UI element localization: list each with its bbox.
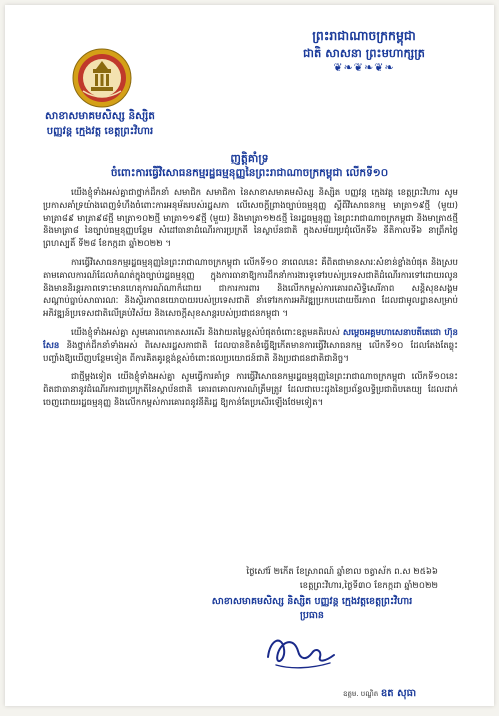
- solar-date: ខេត្តព្រះវិហារ,ថ្ងៃទី៣០ ខែកក្កដា ឆ្នាំ២០២២: [299, 581, 438, 591]
- signer-name: ឧត សុធា: [380, 688, 417, 699]
- handwritten-signature: [260, 627, 340, 673]
- paragraph-3: [43, 327, 458, 365]
- organization-branch: បញ្ញវន្ត ក្មេងវត្ត ខេត្តព្រះវិហារ: [46, 126, 154, 137]
- document-title: ចំពោះការធ្វើវិសោធនកម្មរដ្ឋធម្មនុញ្ញនៃព្រះរាជាណាចក្រកម្ពុជា លើកទី១០: [110, 167, 389, 179]
- signer-organization: សាខាសមាគមសិស្ស និស្សិត បញ្ញវន្ត ក្មេងវត្តខេត្តព្រះវិហារ: [211, 596, 413, 607]
- signer-prefix: ឧត្តម. បណ្ឌិត: [343, 690, 379, 698]
- kingdom-header: [274, 27, 454, 74]
- paragraph-2: ការធ្វើវិសោធនកម្មរដ្ឋធម្មនុញ្ញនៃព្រះរាជាណាចក្រកម្ពុជា លើកទី១០ នាពេលនេះ គឺពិតជាមានសារៈសំខាន់ខ្លាំងបំផុត និងស្របតាមគោលការណ៍ដែលកំណត់ក្នុងច្បាប់រដ្ឋធម្មនុញ្ញ ក្នុងការធានាឱ្យការដឹកនាំការងារទូទៅរបស់ប្រទេសជាតិដំណើរការទៅដោយរលូន និងមាននិរន្តរភាពទោះមានហេតុការណ៍ណាក៏ដោយ ជាការការពារ និងលើកកម្ពស់ការគោរពសិទ្ធិសេរីភាព សន្តិសុខសង្គម សណ្តាប់ធ្នាប់សាធារណៈ និងស្ថិរភាពនយោបាយរបស់ប្រទេសជាតិ នាំទៅរកការអភិវឌ្ឍប្រកបដោយចីរភាព ដែលជាមូលដ្ឋានសម្រាប់អភិវឌ្ឍន៍ប្រទេសជាតិលើគ្រប់វិស័យ និងសេចក្តីសុខសាន្តរបស់ប្រជាជនកម្ពុជា ។: [43, 257, 458, 320]
- signer-role: ប្រធាន: [300, 610, 324, 621]
- organization-header: [25, 109, 175, 139]
- document-page: [5, 5, 494, 706]
- document-type: ញត្តិគាំទ្រ: [230, 152, 269, 165]
- signer-name-row: [343, 688, 416, 700]
- header-ornament: ❦❧❦❧❦❧: [333, 61, 395, 74]
- document-title-block: [5, 151, 494, 181]
- paragraph-1: យើងខ្ញុំទាំងអស់គ្នាជាថ្នាក់ដឹកនាំ សមាជិក សមាជិកា នៃសាខាសមាគមសិស្ស និស្សិត បញ្ញវន្ត ក្មេងវត្ត ខេត្តព្រះវិហារ សូមប្រកាសគាំទ្រយ៉ាងពេញទំហឹងចំពោះការអនុម័តរបស់រដ្ឋសភា លើសេចក្តីព្រាងច្បាប់ធម្មនុញ្ញ ស្តីពីវិសោធនកម្ម មាត្រា១៩ថ្មី (មួយ) មាត្រា៨៩ មាត្រា៩៨ថ្មី មាត្រា១០២ថ្មី មាត្រា១១៩ថ្មី (មួយ) និងមាត្រា១២៥ថ្មី នៃរដ្ឋធម្មនុញ្ញ នៃព្រះរាជាណាចក្រកម្ពុជា និងមាត្រា៥ថ្មី និងមាត្រា៨ នៃច្បាប់ធម្មនុញ្ញបន្ថែម សំដៅធានាដំណើរការប្រក្រតី នៃស្ថាប័នជាតិ ក្នុងសម័យប្រជុំលើកទី៦ នីតិកាលទី៦ នាព្រឹកថ្ងៃព្រហស្បតិ៍ ទី២៨ ខែកក្កដា ឆ្នាំ២០២២ ។: [43, 188, 458, 250]
- date-block: [246, 565, 438, 593]
- association-seal-logo: [71, 47, 133, 109]
- document-body: [43, 187, 458, 416]
- paragraph-3-rest: និងថ្នាក់ដឹកនាំទាំងអស់ ពិសេសរដ្ឋសភាជាតិ ដែលបានខិតខំធ្វើឱ្យកើតមានការធ្វើវិសោធនកម្ម លើកទី១០ ដែលតែងតែឆ្លុះបញ្ចាំងឱ្យឃើញបន្ថែមទៀត ពីការគិតគូរខ្ពង់ខ្ពស់ចំពោះផលប្រយោជន៍ជាតិ និងប្រជាជនជាតិជានិច្ច។: [43, 340, 458, 364]
- national-motto: ជាតិ សាសនា ព្រះមហាក្សត្រ: [303, 46, 425, 60]
- paragraph-4: ជាថ្មីម្តងទៀត យើងខ្ញុំទាំងអស់គ្នា សូមធ្វើការគាំទ្រ ការធ្វើវិសោធនកម្មរដ្ឋធម្មនុញ្ញនៃព្រះរាជាណាចក្រកម្ពុជា លើកទី១០នេះ ពិតជាធានានូវដំណើរការជាប្រក្រតីនៃស្ថាប័នជាតិ គោរពគោលការណ៍ត្រឹមត្រូវ ដែលជាបេះដូងនៃប្រព័ន្ធលទ្ធិប្រជាធិបតេយ្យ ដែលដាក់ចេញដោយរដ្ឋធម្មនុញ្ញ និងលើកកម្ពស់ការគោរពនូវនីតិរដ្ឋ ឱ្យកាន់តែប្រសើរឡើងថែមទៀត។: [43, 372, 458, 408]
- paragraph-3-intro: យើងខ្ញុំទាំងអស់គ្នា សូមគោរពកោតសរសើរ និងវាយតម្លៃខ្ពស់បំផុតចំពោះឧត្តមគតិរបស់: [71, 327, 343, 338]
- lunar-date: ថ្ងៃសៅរ៍ ២កើត ខែស្រាពណ៍ ឆ្នាំខាល ចត្វាស័ក ព.ស ២៥៦៦: [246, 567, 438, 577]
- organization-name: សាខាសមាគមសិស្ស និស្សិត: [45, 110, 155, 122]
- kingdom-title: ព្រះរាជាណាចក្រកម្ពុជា: [312, 28, 416, 43]
- signer-block: [182, 595, 442, 623]
- highlighted-name: សម្តេចអគ្គមហាសេនាបតីតេជោ ហ៊ុន សែន: [43, 327, 458, 351]
